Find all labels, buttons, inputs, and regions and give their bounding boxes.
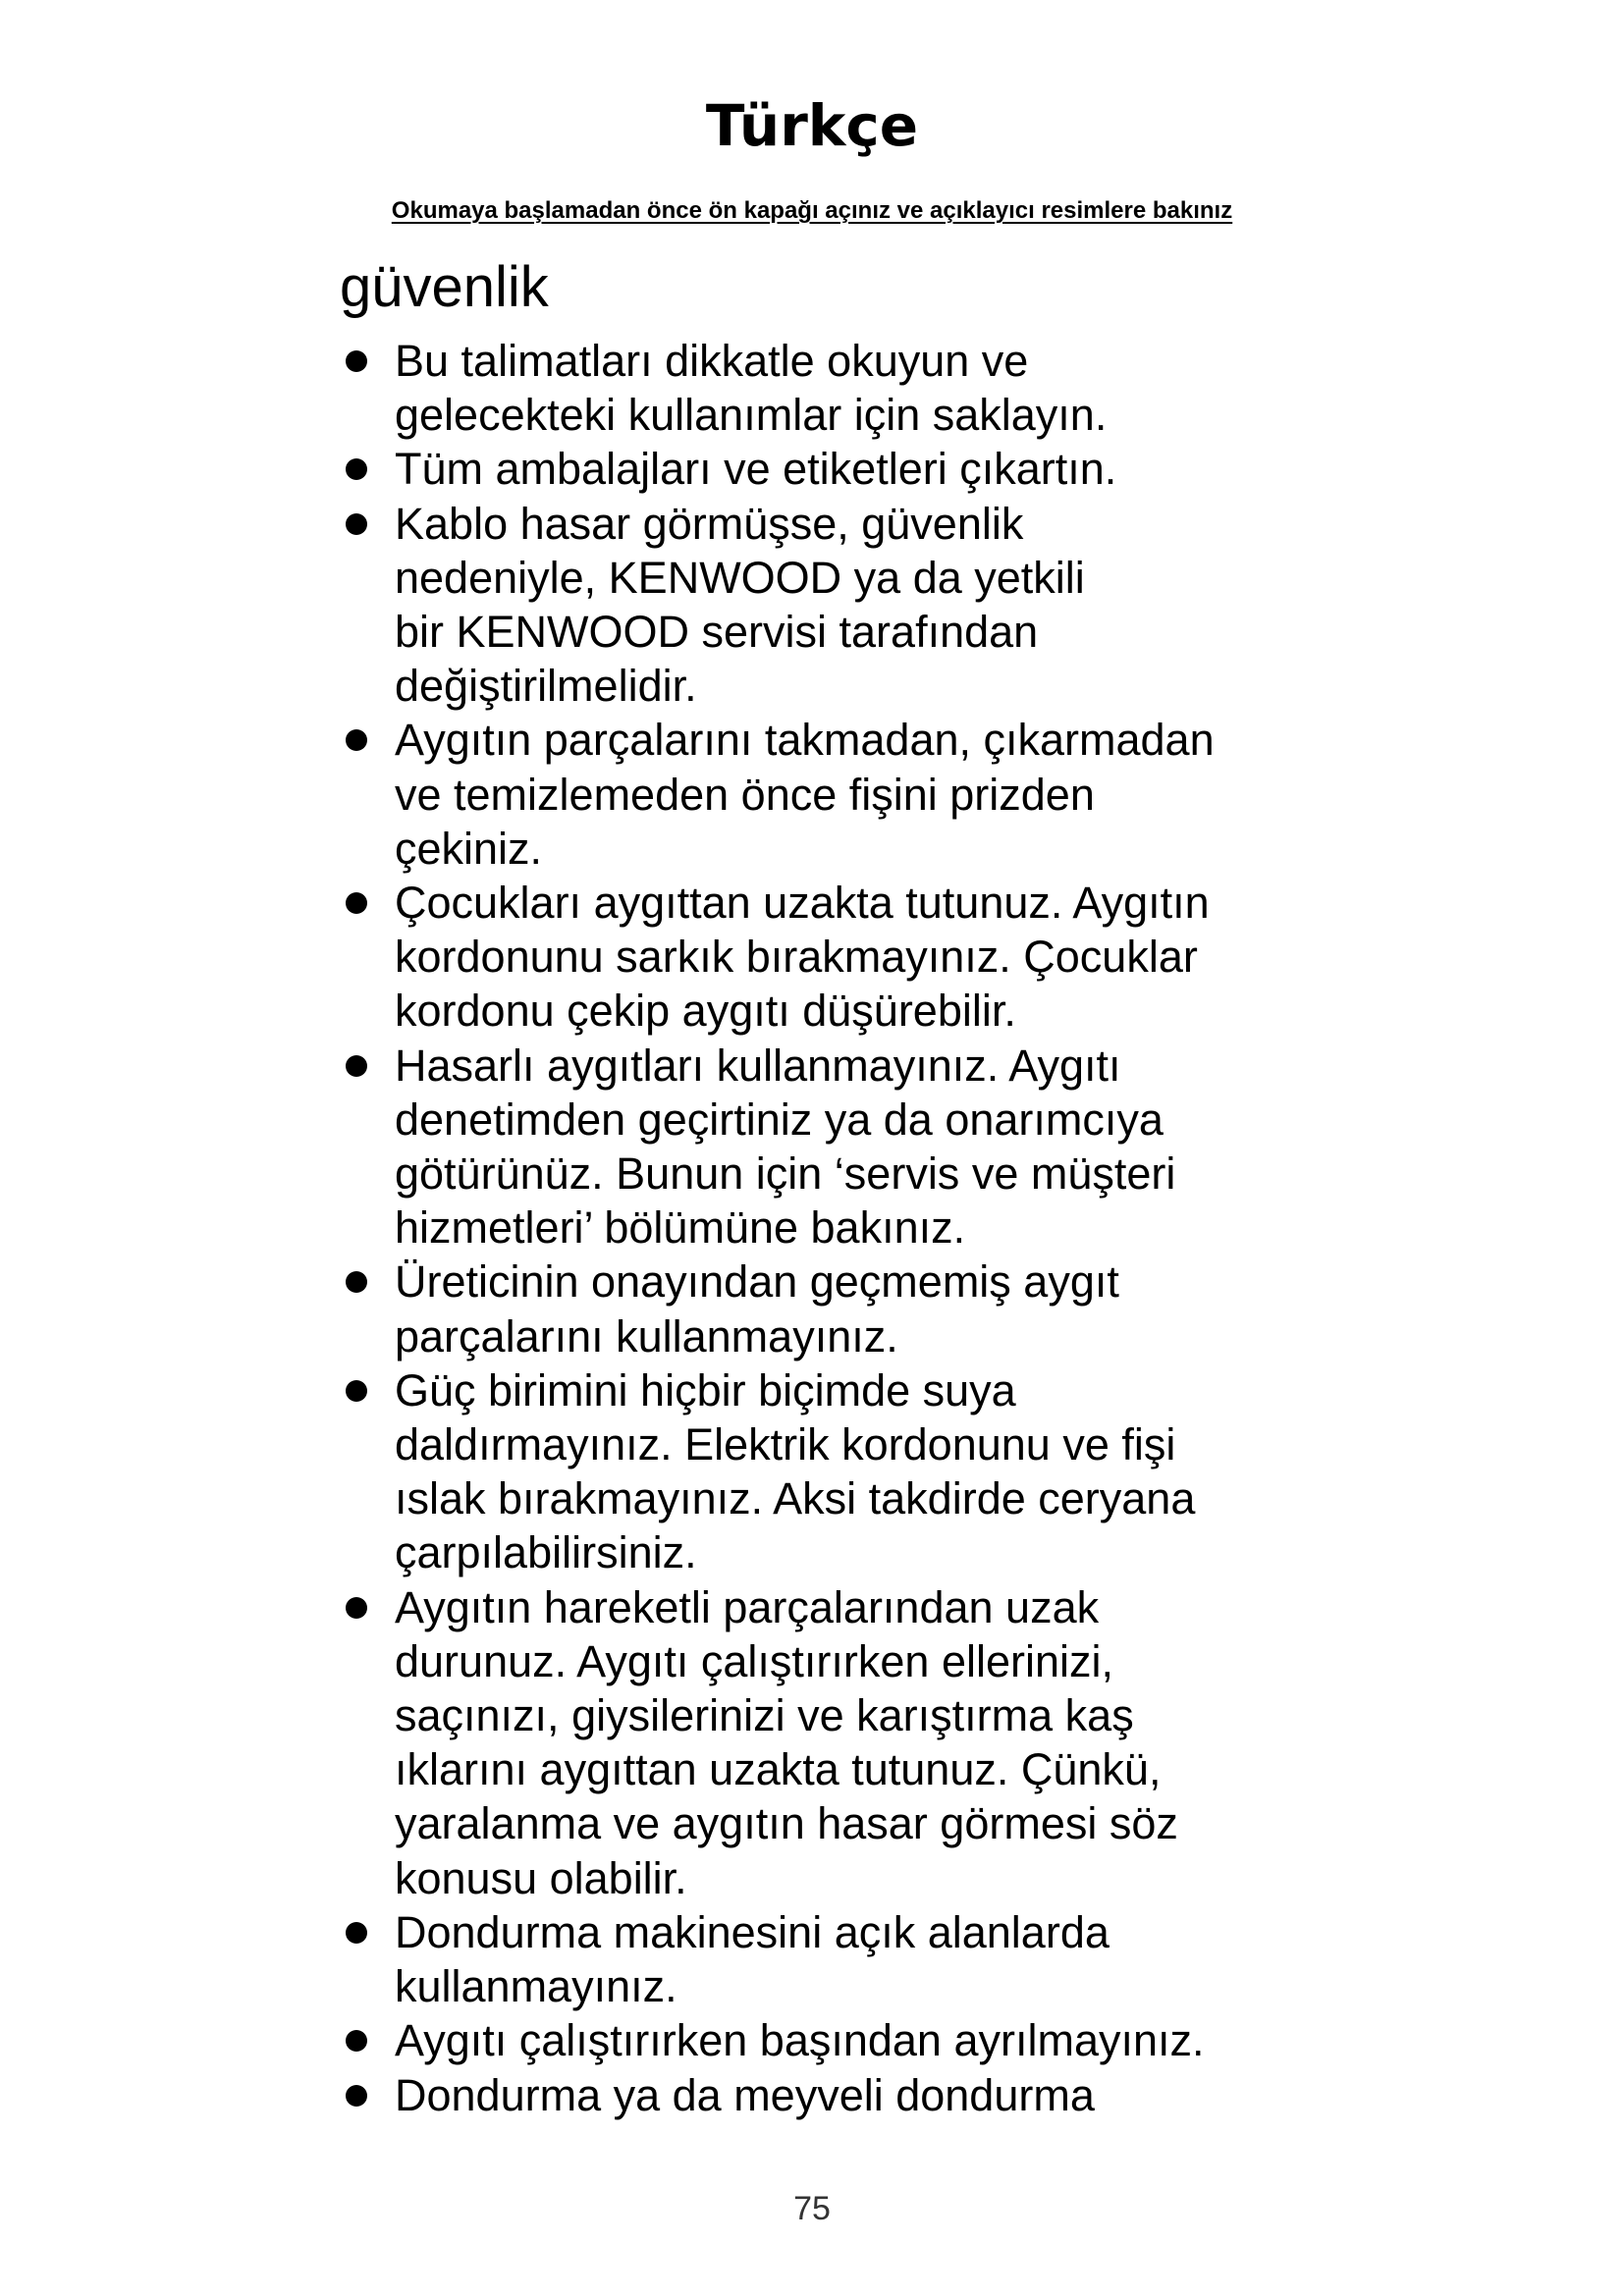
list-item-text: Aygıtın parçalarını takmadan, çıkarmadan ve temizlemeden önce fişini prizden çekiniz.: [395, 715, 1215, 874]
bullet-icon: [346, 892, 367, 914]
list-item-text: Dondurma ya da meyveli dondurma: [395, 2069, 1095, 2120]
list-item: [340, 1580, 1322, 1905]
list-item-text: Kablo hasar görmüşse, güvenlik nedeniyle, KENWOOD ya da yetkili bir KENWOOD servisi tarafından değiştirilmelidir.: [395, 498, 1085, 712]
bullet-icon: [346, 2085, 367, 2107]
bullet-icon: [346, 1055, 367, 1077]
bullet-icon: [346, 350, 367, 372]
bullet-icon: [346, 1271, 367, 1293]
bullet-icon: [346, 1597, 367, 1619]
list-item: [340, 1363, 1322, 1580]
list-item-text: Üreticinin onayından geçmemiş aygıt parçalarını kullanmayınız.: [395, 1256, 1119, 1362]
list-item: [340, 497, 1322, 714]
page-title: Türkçe: [705, 92, 919, 159]
bullet-icon: [346, 513, 367, 535]
list-item-text: Çocukları aygıttan uzakta tutunuz. Aygıtın kordonunu sarkık bırakmayınız. Çocuklar kordonu çekip aygıtı düşürebilir.: [395, 878, 1210, 1037]
list-item-text: Dondurma makinesini açık alanlarda kullanmayınız.: [395, 1906, 1110, 2012]
list-item: [340, 2068, 1322, 2122]
bullet-icon: [346, 2030, 367, 2052]
bullet-icon: [346, 729, 367, 751]
list-item: [340, 334, 1322, 442]
section-heading: güvenlik: [340, 255, 549, 319]
list-item-text: Bu talimatları dikkatle okuyun ve gelecekteki kullanımlar için saklayın.: [395, 336, 1108, 441]
bullet-icon: [346, 458, 367, 480]
list-item-text: Güç birimini hiçbir biçimde suya daldırmayınız. Elektrik kordonunu ve fişi ıslak bırakmayınız. Aksi takdirde ceryana çarpılabilirsiniz.: [395, 1364, 1196, 1578]
safety-list: [340, 334, 1322, 2122]
list-item: [340, 876, 1322, 1039]
intro-instruction: Okumaya başlamadan önce ön kapağı açınız ve açıklayıcı resimlere bakınız: [391, 197, 1233, 224]
list-item-text: Hasarlı aygıtları kullanmayınız. Aygıtı denetimden geçirtiniz ya da onarımcıya götürünüz. Bunun için ‘servis ve müşteri hizmetleri’ bölümüne bakınız.: [395, 1040, 1176, 1254]
list-item: [340, 442, 1322, 496]
list-item-text: Aygıtın hareketli parçalarından uzak durunuz. Aygıtı çalıştırırken ellerinizi, saçınızı, giysilerinizi ve karıştırma kaş ıklarını aygıttan uzakta tutunuz. Çünkü, yaralanma ve aygıtın hasar görmesi söz konusu olabilir.: [395, 1581, 1178, 1903]
list-item: [340, 1255, 1322, 1362]
list-item: [340, 2013, 1322, 2067]
list-item-text: Aygıtı çalıştırırken başından ayrılmayınız.: [395, 2015, 1205, 2066]
bullet-icon: [346, 1380, 367, 1402]
list-item-text: Tüm ambalajları ve etiketleri çıkartın.: [395, 444, 1117, 495]
bullet-icon: [346, 1922, 367, 1944]
list-item: [340, 1905, 1322, 2013]
page-number: 75: [793, 2190, 831, 2227]
list-item: [340, 1039, 1322, 1255]
list-item: [340, 713, 1322, 876]
